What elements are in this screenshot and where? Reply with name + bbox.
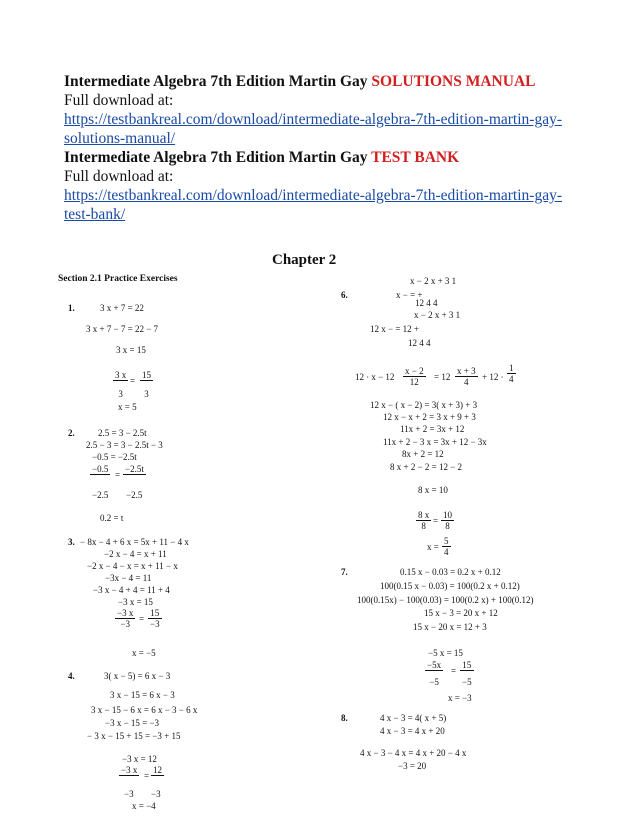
- test-bank-link-part1[interactable]: https://testbankreal.com/download/intermediate-algebra-7th-edition-martin-gay-: [64, 187, 562, 204]
- problem-8-line: 4 x − 3 = 4 x + 20: [380, 726, 445, 736]
- problem-1-line: x = 5: [118, 402, 137, 412]
- solutions-manual-title: [64, 72, 584, 91]
- problem-4-line: −3 x − 15 = −3: [105, 718, 160, 728]
- problem-4-line: 3 x − 15 = 6 x − 3: [110, 690, 175, 700]
- problem-6-number: 6.: [341, 290, 348, 300]
- problem-3-line: − 8x − 4 + 6 x = 5x + 11 − 4 x: [80, 537, 189, 547]
- problem-3-line: −3 x − 4 + 4 = 11 + 4: [93, 585, 170, 595]
- problem-3-fraction: [115, 608, 135, 629]
- problem-2-number: 2.: [68, 428, 75, 438]
- download-label: Full download at:: [64, 92, 174, 109]
- problem-6-line: x =: [427, 542, 439, 552]
- problem-6-line: = 12: [434, 372, 451, 382]
- solutions-manual-link-part1[interactable]: https://testbankreal.com/download/intermediate-algebra-7th-edition-martin-gay-: [64, 111, 562, 128]
- denominator: −3: [124, 789, 134, 799]
- equals-sign: =: [144, 771, 150, 781]
- problem-1-fraction: [140, 370, 153, 399]
- problem-3-line: −2 x − 4 = x + 11: [104, 549, 167, 559]
- denominator: −3: [120, 619, 130, 629]
- problem-2-fraction: [90, 464, 110, 475]
- problem-4-line: 3( x − 5) = 6 x − 3: [104, 671, 171, 681]
- numerator: −2.5t: [125, 464, 144, 474]
- problem-8-line: −3 = 20: [398, 761, 427, 771]
- equals-sign: =: [139, 614, 145, 624]
- denominator: −2.5: [126, 490, 143, 500]
- problem-6-line: 8 x = 10: [418, 485, 448, 495]
- solutions-manual-link-part2[interactable]: solutions-manual/: [64, 130, 176, 147]
- problem-2-fraction: [123, 464, 146, 475]
- problem-1-line: 3 x + 7 = 22: [100, 303, 144, 313]
- denominator: 4: [444, 547, 449, 557]
- problem-4-number: 4.: [68, 671, 75, 681]
- problem-6-line: x − = +: [396, 290, 423, 300]
- problem-7-line: −5 x = 15: [428, 648, 463, 658]
- problem-4-line: −3 x = 12: [122, 754, 157, 764]
- denominator: −2.5: [92, 490, 109, 500]
- problem-8-number: 8.: [341, 713, 348, 723]
- numerator: 8 x: [418, 510, 430, 520]
- problem-4-line: x = −4: [132, 801, 156, 811]
- problem-6-line: 12 x − = 12 +: [370, 324, 419, 334]
- problem-6-numerators: x − 2 x + 3 1: [414, 310, 461, 320]
- chapter-title: Chapter 2: [272, 252, 337, 268]
- numerator: 5: [444, 536, 449, 546]
- problem-1-fraction: [113, 370, 128, 399]
- problem-6-line: 8 x + 2 − 2 = 12 − 2: [390, 462, 463, 472]
- problem-7-line: 100(0.15 x − 0.03) = 100(0.2 x + 0.12): [380, 581, 520, 591]
- problem-3-number: 3.: [68, 537, 75, 547]
- solutions-manual-label: SOLUTIONS MANUAL: [371, 73, 536, 90]
- problem-7-fraction: [425, 660, 443, 687]
- problem-6-fraction: [455, 366, 478, 387]
- problem-8-line: 4 x − 3 − 4 x = 4 x + 20 − 4 x: [360, 748, 467, 758]
- problem-7-line: 0.15 x − 0.03 = 0.2 x + 0.12: [400, 567, 501, 577]
- document-header: [64, 72, 584, 224]
- equals-sign: =: [115, 470, 121, 480]
- numerator: −5x: [427, 660, 442, 670]
- test-bank-label: TEST BANK: [371, 149, 460, 166]
- equals-sign: =: [433, 516, 439, 526]
- numerator: 15: [460, 660, 474, 671]
- denominator: −3: [150, 619, 160, 629]
- section-title: Section 2.1 Practice Exercises: [58, 274, 178, 284]
- problem-6-line: 12 x − x + 2 = 3 x + 9 + 3: [383, 412, 476, 422]
- problem-8-line: 4 x − 3 = 4( x + 5): [380, 713, 447, 723]
- book-title: Intermediate Algebra 7th Edition Martin Gay: [64, 149, 372, 166]
- problem-6-line: 11x + 2 − 3 x = 3x + 12 − 3x: [383, 437, 487, 447]
- numerator: 3 x: [115, 370, 127, 380]
- numerator: 15: [148, 608, 162, 619]
- numerator: 12: [153, 765, 162, 775]
- problem-6-line: 12 ⋅ x − 12: [355, 372, 395, 382]
- numerator: 1: [509, 363, 514, 373]
- download-label: Full download at:: [64, 168, 174, 185]
- problem-6-denominators: 12 4 4: [415, 298, 438, 308]
- numerator: −3 x: [121, 765, 138, 775]
- problem-2-line: −0.5 = −2.5t: [92, 452, 137, 462]
- problem-7-fraction: [460, 660, 474, 687]
- problem-6-fraction: [507, 363, 516, 384]
- problem-2-line: 2.5 − 3 = 3 − 2.5t − 3: [86, 440, 163, 450]
- problem-3-line: −2 x − 4 − x = x + 11 − x: [87, 561, 178, 571]
- problem-6-fraction: [416, 510, 431, 531]
- problem-6-denominators: 12 4 4: [408, 338, 431, 348]
- problem-7-line: x = −3: [448, 693, 472, 703]
- denominator: 8: [421, 521, 426, 531]
- denominator: 4: [509, 374, 514, 384]
- denominator: 12: [409, 377, 419, 387]
- problem-7-number: 7.: [341, 567, 348, 577]
- problem-4-line: − 3 x − 15 + 15 = −3 + 15: [87, 731, 181, 741]
- problem-3-line: −3x − 4 = 11: [105, 573, 152, 583]
- problem-4-fraction: [151, 765, 164, 776]
- problem-1-number: 1.: [68, 303, 75, 313]
- numerator: 15: [142, 370, 151, 380]
- problem-7-line: 15 x − 3 = 20 x + 12: [424, 608, 498, 618]
- denominator: 3: [144, 389, 149, 399]
- problem-4-line: 3 x − 15 − 6 x = 6 x − 3 − 6 x: [91, 705, 198, 715]
- problem-7-line: 15 x − 20 x = 12 + 3: [413, 622, 487, 632]
- problem-3-line: x = −5: [132, 648, 156, 658]
- problem-3-line: −3 x = 15: [118, 597, 153, 607]
- problem-6-fraction: [403, 366, 426, 387]
- problem-7-line: 100(0.15x) − 100(0.03) = 100(0.2 x) + 100(0.12): [357, 595, 534, 605]
- problem-2-line: 2.5 = 3 − 2.5t: [98, 428, 147, 438]
- problem-6-line: 11x + 2 = 3x + 12: [400, 424, 465, 434]
- problem-1-line: 3 x = 15: [116, 345, 146, 355]
- equals-sign: =: [130, 376, 136, 386]
- denominator: −3: [151, 789, 161, 799]
- problem-3-fraction: [148, 608, 162, 629]
- test-bank-link-part2[interactable]: test-bank/: [64, 206, 126, 223]
- problem-6-numerators: x − 2 x + 3 1: [410, 276, 457, 286]
- denominator: 8: [445, 521, 450, 531]
- denominator: −5: [429, 677, 439, 687]
- problem-6-line: + 12 ⋅: [482, 372, 504, 382]
- problem-4-fraction: [119, 765, 139, 776]
- numerator: −3 x: [117, 608, 134, 618]
- problem-6-line: 12 x − ( x − 2) = 3( x + 3) + 3: [370, 400, 478, 410]
- problem-6-fraction: [441, 510, 454, 531]
- denominator: 4: [464, 377, 469, 387]
- numerator: −0.5: [92, 464, 109, 474]
- denominator: −5: [462, 677, 472, 687]
- numerator: 10: [443, 510, 452, 520]
- numerator: x + 3: [457, 366, 476, 376]
- problem-2-line: 0.2 = t: [100, 513, 124, 523]
- book-title: Intermediate Algebra 7th Edition Martin Gay: [64, 73, 372, 90]
- problem-1-line: 3 x + 7 − 7 = 22 − 7: [86, 324, 159, 334]
- denominator: 3: [118, 389, 123, 399]
- problem-6-fraction: [442, 536, 451, 557]
- problem-6-line: 8x + 2 = 12: [402, 449, 444, 459]
- numerator: x − 2: [405, 366, 424, 376]
- test-bank-title: [64, 148, 584, 167]
- equals-sign: =: [451, 666, 457, 676]
